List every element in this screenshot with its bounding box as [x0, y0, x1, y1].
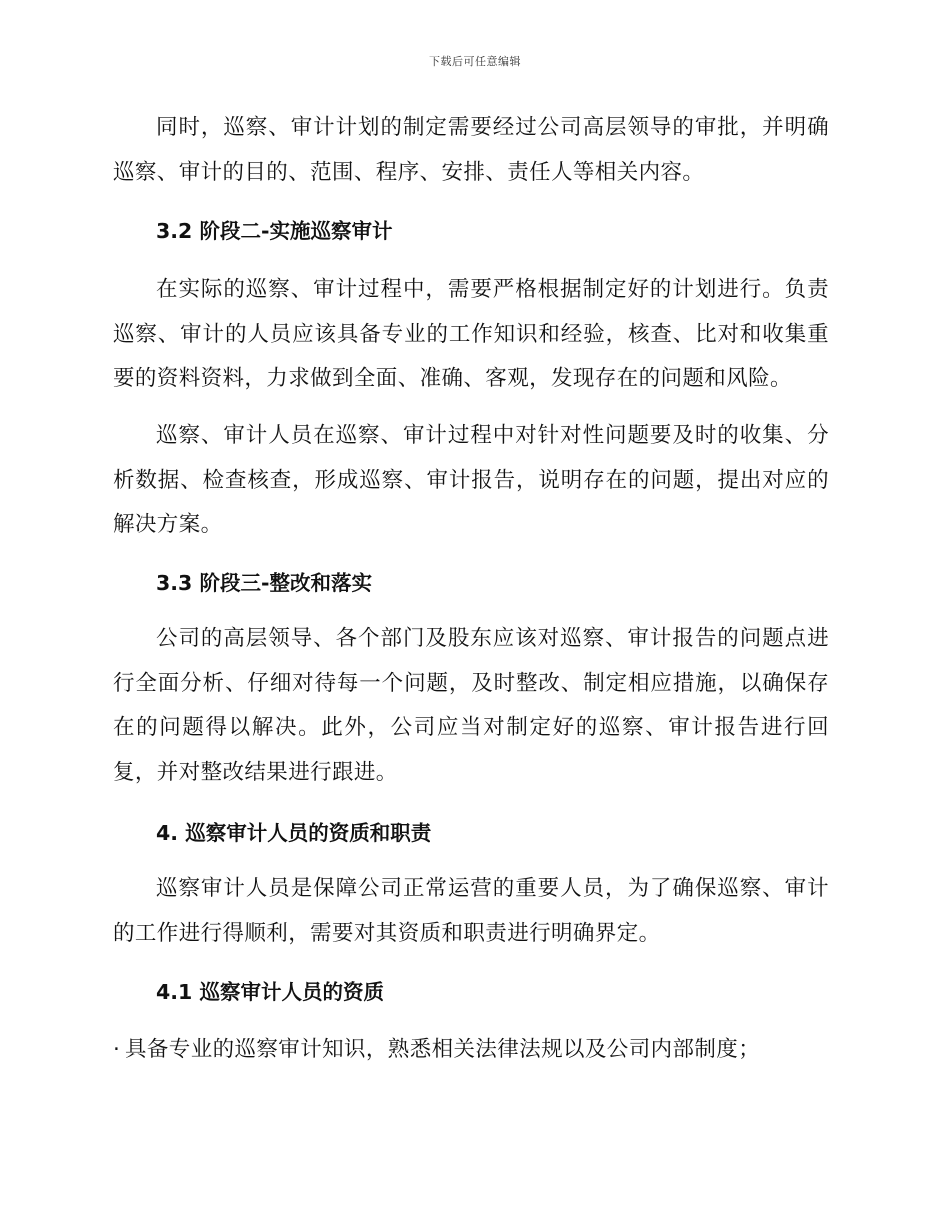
- section-heading-3-3: 3.3 阶段三-整改和落实: [156, 571, 372, 595]
- paragraph-report: 巡察、审计人员在巡察、审计过程中对针对性问题要及时的收集、分析数据、检查核查，形成巡察、审计报告，说明存在的问题，提出对应的解决方案。: [113, 423, 829, 537]
- section-heading-4: 4. 巡察审计人员的资质和职责: [156, 821, 432, 845]
- page-header: 下载后可任意编辑: [429, 55, 521, 68]
- bullet-item: [113, 1028, 829, 1073]
- paragraph-personnel: 巡察审计人员是保障公司正常运营的重要人员，为了确保巡察、审计的工作进行得顺利，需要对其资质和职责进行明确界定。: [113, 876, 829, 946]
- section-heading-4-1: 4.1 巡察审计人员的资质: [156, 980, 384, 1004]
- paragraph-approval: 同时，巡察、审计计划的制定需要经过公司高层领导的审批，并明确巡察、审计的目的、范围、程序、安排、责任人等相关内容。: [113, 115, 829, 185]
- bullet-marker: ·: [113, 1037, 121, 1062]
- section-heading-3-2: 3.2 阶段二-实施巡察审计: [156, 219, 393, 243]
- bullet-text: 具备专业的巡察审计知识，熟悉相关法律法规以及公司内部制度；: [125, 1037, 761, 1062]
- paragraph-implementation: 在实际的巡察、审计过程中，需要严格根据制定好的计划进行。负责巡察、审计的人员应该具备专业的工作知识和经验，核查、比对和收集重要的资料资料，力求做到全面、准确、客观，发现存在的问题和风险。: [113, 277, 829, 391]
- paragraph-rectification: 公司的高层领导、各个部门及股东应该对巡察、审计报告的问题点进行全面分析、仔细对待每一个问题，及时整改、制定相应措施，以确保存在的问题得以解决。此外，公司应当对制定好的巡察、审计报告进行回复，并对整改结果进行跟进。: [113, 626, 829, 785]
